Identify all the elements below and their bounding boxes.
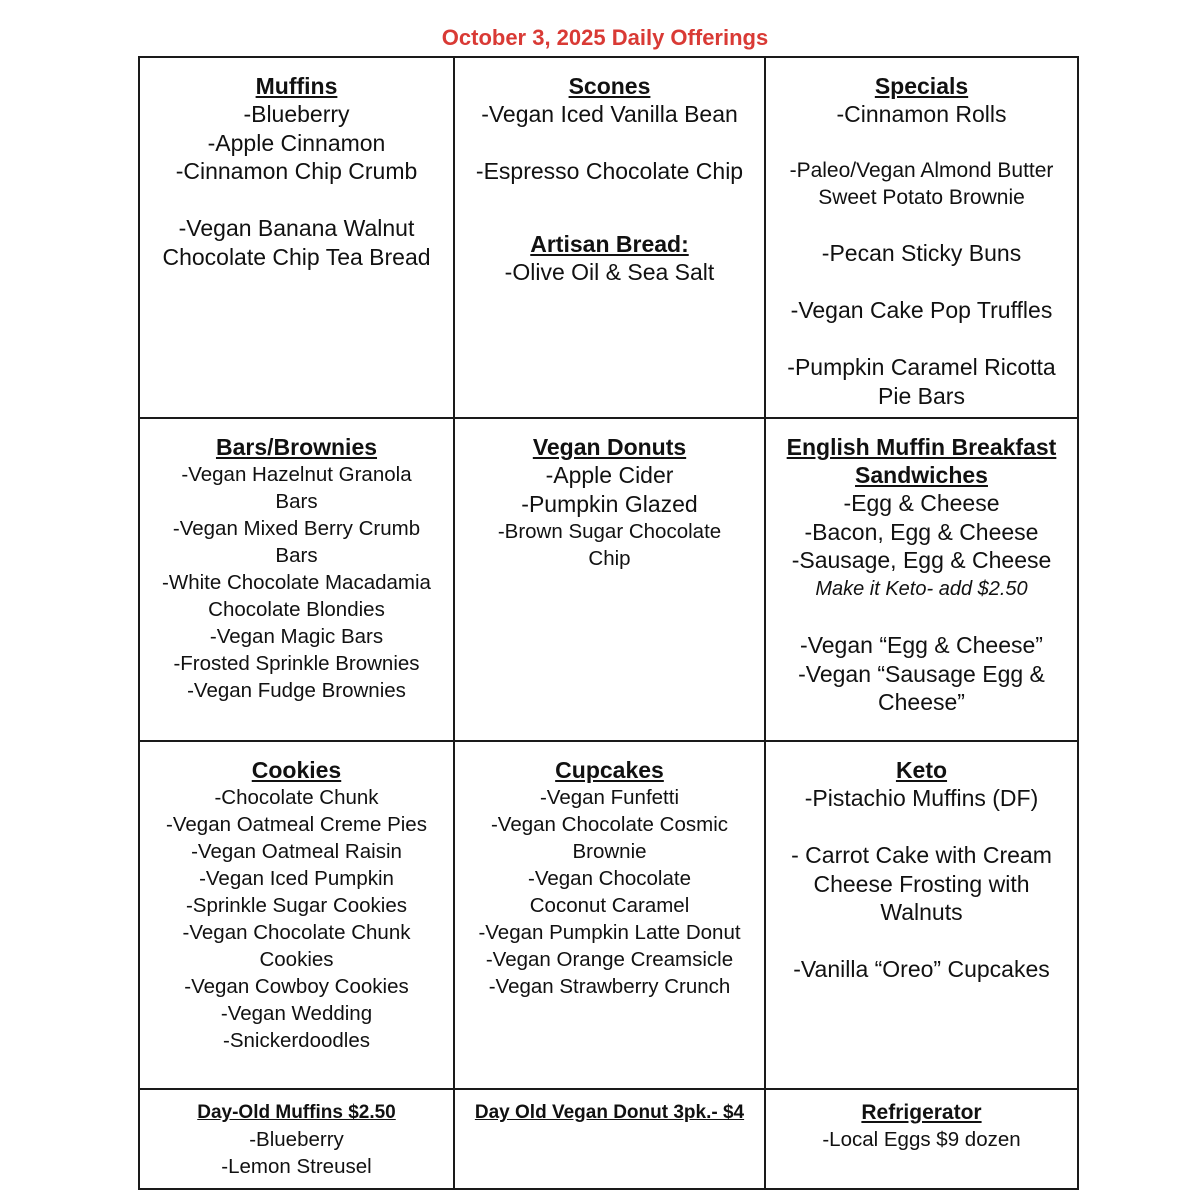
muffins-cell	[139, 57, 454, 418]
page-title: October 3, 2025 Daily Offerings	[441, 25, 769, 50]
specials-cell	[765, 57, 1078, 418]
english-muffin-cell	[765, 418, 1078, 741]
menu-item: -Vegan Strawberry Crunch	[488, 975, 731, 998]
menu-item: -Pistachio Muffins (DF)	[804, 785, 1039, 811]
menu-item: -Vegan Magic Bars	[209, 625, 384, 648]
menu-item: -Vegan Iced Pumpkin	[199, 867, 394, 890]
keto-upgrade-note: Make it Keto- add $2.50	[815, 577, 1028, 600]
refrigerator-heading: Refrigerator	[861, 1101, 982, 1124]
artisan-bread-heading: Artisan Bread:	[530, 231, 689, 257]
menu-item: -Vegan Cake Pop Truffles	[790, 297, 1053, 323]
menu-item: -Vegan Oatmeal Raisin	[191, 840, 402, 863]
menu-item: -Blueberry	[249, 1128, 344, 1151]
menu-item: -Vegan Wedding	[220, 1002, 373, 1025]
menu-item: -Vegan Pumpkin Latte Donut	[478, 921, 741, 944]
menu-item: -Pecan Sticky Buns	[821, 240, 1022, 266]
menu-item: -Bacon, Egg & Cheese	[804, 518, 1039, 545]
cookies-cell	[139, 741, 454, 1089]
menu-item: -Snickerdoodles	[223, 1029, 370, 1052]
scones-heading: Scones	[568, 73, 651, 99]
bars-brownies-heading: Bars/Brownies	[215, 434, 378, 460]
menu-item: -Sprinkle Sugar Cookies	[185, 894, 408, 917]
specials-heading: Specials	[874, 73, 969, 99]
menu-item: -Vegan “Sausage Egg & Cheese”	[798, 660, 1045, 715]
bars-brownies-cell	[139, 418, 454, 741]
vegan-donuts-cell	[454, 418, 765, 741]
menu-item: -Cinnamon Rolls	[836, 101, 1007, 127]
refrigerator-cell	[765, 1089, 1078, 1189]
menu-item: -Vegan Mixed Berry Crumb Bars	[172, 517, 421, 567]
menu-item: -Paleo/Vegan Almond Butter Sweet Potato Brownie	[789, 159, 1054, 209]
menu-item: -White Chocolate Macadamia Chocolate Blondies	[162, 571, 431, 621]
menu-item: -Brown Sugar Chocolate Chip	[497, 520, 722, 570]
menu-item: -Vegan Cowboy Cookies	[184, 975, 409, 998]
muffins-heading: Muffins	[255, 73, 338, 99]
menu-item: -Frosted Sprinkle Brownies	[173, 652, 420, 675]
menu-grid	[138, 56, 1079, 1190]
menu-item: -Vegan “Egg & Cheese”	[800, 632, 1043, 658]
day-old-donut-cell	[454, 1089, 765, 1189]
menu-item: -Sausage, Egg & Cheese	[791, 547, 1052, 573]
menu-item: -Vegan Chocolate Coconut Caramel	[528, 867, 691, 917]
cupcakes-cell	[454, 741, 765, 1089]
menu-item: -Vegan Chocolate Chunk Cookies	[182, 921, 411, 971]
menu-item: -Olive Oil & Sea Salt	[504, 259, 715, 285]
scones-cell	[454, 57, 765, 418]
day-old-donut-heading: Day Old Vegan Donut 3pk.- $4	[474, 1102, 745, 1123]
menu-item: -Vegan Oatmeal Creme Pies	[166, 813, 427, 836]
menu-item: -Pumpkin Caramel Ricotta Pie Bars	[787, 354, 1056, 409]
cupcakes-heading: Cupcakes	[555, 757, 664, 783]
menu-item: -Apple Cider	[545, 462, 674, 488]
cookies-heading: Cookies	[251, 757, 342, 783]
menu-item: -Vegan Fudge Brownies	[187, 679, 406, 702]
menu-item: -Vegan Orange Creamsicle	[485, 948, 734, 971]
menu-item: -Local Eggs $9 dozen	[822, 1128, 1021, 1151]
menu-item: -Chocolate Chunk	[214, 786, 379, 809]
menu-item: -Cinnamon Chip Crumb	[175, 158, 418, 184]
day-old-muffins-cell	[139, 1089, 454, 1189]
menu-item: -Egg & Cheese	[843, 490, 1000, 516]
menu-item: -Espresso Chocolate Chip	[475, 158, 744, 184]
menu-item: -Pumpkin Glazed	[521, 490, 698, 517]
menu-item: -Vanilla “Oreo” Cupcakes	[793, 956, 1050, 982]
keto-heading: Keto	[895, 757, 948, 783]
menu-item: -Vegan Chocolate Cosmic Brownie	[490, 813, 728, 863]
keto-cell	[765, 741, 1078, 1089]
menu-item: - Carrot Cake with Cream Cheese Frosting with Walnuts	[791, 842, 1052, 925]
menu-item: -Blueberry	[243, 101, 350, 127]
menu-item: -Vegan Iced Vanilla Bean	[481, 101, 738, 127]
english-muffin-heading: English Muffin Breakfast Sandwiches	[786, 434, 1057, 488]
menu-item: -Apple Cinnamon	[207, 129, 386, 156]
day-old-muffins-heading: Day-Old Muffins $2.50	[197, 1102, 396, 1123]
vegan-donuts-heading: Vegan Donuts	[532, 434, 687, 460]
menu-item: -Lemon Streusel	[221, 1155, 372, 1178]
menu-item: -Vegan Hazelnut Granola Bars	[181, 463, 412, 513]
menu-item: -Vegan Funfetti	[539, 786, 680, 809]
menu-item: -Vegan Banana Walnut Chocolate Chip Tea Bread	[162, 215, 431, 270]
